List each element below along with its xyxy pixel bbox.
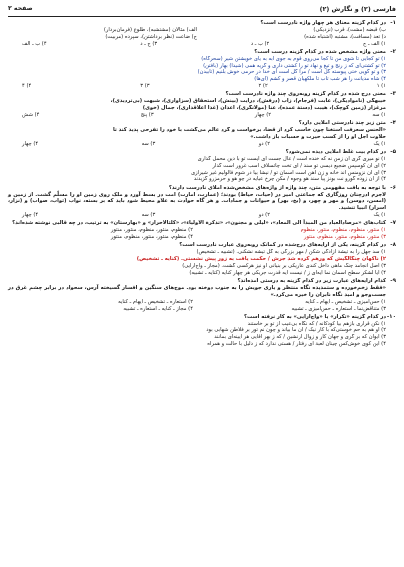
option-3[interactable]: ۳) پنج: [140, 111, 154, 118]
option-2[interactable]: ۲) ناکهان چنگالگیش که ورهم کرده شد جرش / حکمت یافت به زور پیش نشستی. (کنایه ـ تشخیص): [136, 256, 386, 263]
list-item: «الحنس سعرفت آستغنا چون خاسب کرد از قضا، برخواست و گرد عالم می‌گشت با خود را تفرحی پدید کند تا: [112, 127, 386, 134]
question-stem: کتاب‌های «مرصادالعباد من المبدأ الی المعاد»، «لیلی و مجنون»، «تذکرة الاولیاء»، «کلثالاحرار» و «بهارستان» به ترتیب، در چه قالبی نوشته شده‌اند؟: [12, 220, 386, 227]
option-4[interactable]: ۴) مجاز ـ کنایه ـ استعاره ـ تشبیه: [123, 305, 193, 312]
answer-options: [8, 141, 386, 148]
header-divider: [8, 16, 396, 17]
list-item: مرغزار (زمین کوچک)، هیبت (دستة عمده)، عنا (مولانگری)، اعدان (غذا اعلاقداری)، جمال (خوی): [142, 105, 386, 112]
option-1[interactable]: ۱) ۱: [376, 83, 386, 90]
option-1[interactable]: ۱) سه: [372, 111, 386, 118]
option-3[interactable]: ۳) متناقض‌نما ـ استعاره ـ حس‌آمیزی ـ تشبیه: [291, 305, 386, 312]
question-stem: در کدام گزینه، یکی از آرایه‌های درج‌شده در کمانک روبه‌روی عبارت نادرست است؟: [179, 242, 386, 249]
question-number: ۳-: [390, 91, 396, 98]
question-number: ۹-: [390, 278, 396, 285]
answer-options: [8, 227, 386, 241]
option-3[interactable]: ۳) اصل انجامد چنگ ماهی داخل کندی عاریکی بر بنیانی او نیز هرکسی گشت. (مجاز ـ واج‌آرایی): [182, 262, 386, 269]
list-item: خیبهگی (ناموادیگی)، عابت (فرجام)، زاب (درفش)، درایت (بینش)، استحقاق (سزاواری)، شبهت (بی‌تردیدی)،: [110, 98, 386, 105]
question-number: ۵-: [390, 149, 396, 156]
question-number: ۸-: [390, 242, 396, 249]
question-6: [8, 185, 396, 219]
option-2[interactable]: ۲) دو: [258, 212, 270, 219]
option-2[interactable]: ۲) او هم به حم خوستی‌که با کار نیک / آن ما بیاند و چون نم تور بر فلاطن شهابی بود: [206, 327, 386, 334]
option-2[interactable]: ۲) ب ـ د: [250, 40, 270, 47]
answer-options: [8, 212, 386, 219]
question-stem: در کدام گزینه معنای هر چهار واژه نادرست است؟: [260, 20, 386, 26]
question-2: [8, 49, 396, 90]
answer-options: [8, 112, 386, 119]
list-item: ۲) تو کشتی‌ای که ز رنج و تیغ و نهاد تو را کشتی داری و گریه همی (شیدا) بهار (بافتن): [203, 62, 386, 69]
question-5: [8, 149, 396, 183]
answer-options: [8, 299, 386, 313]
question-3: [8, 91, 396, 118]
answer-options: [8, 83, 386, 90]
option-2[interactable]: ۲) چهار: [254, 111, 272, 118]
question-7: [8, 220, 396, 241]
option-4[interactable]: ۴) منظوم، منثور، منثور، منظوم، منثور: [110, 234, 193, 241]
option-1[interactable]: ۱) یک: [373, 140, 386, 147]
question-stem: کدام آرایه‌های عبارت زیر در کدام گزینه به درستی آمده‌اند؟: [237, 278, 386, 285]
question-stem: معنی واژه مشخص شده در کدام گزینه درست است؟: [254, 48, 386, 55]
question-number: ۱۰-: [386, 313, 396, 320]
question-number: ۴-: [390, 120, 396, 127]
list-item: ۱) تو کجایی تا شوی من تا کجا می‌روی قوم به جوی آبه به یای خویشتن شیر (سحرگاه): [201, 55, 386, 62]
question-4: [8, 120, 396, 147]
question-number: ۱-: [390, 20, 396, 26]
word-group: د) تعد (مسافت)، مشتبه (اشتباه شده): [304, 33, 386, 40]
option-1[interactable]: ۱) نکن قراری بازهم بیا کودکانه / که نگاه بی‌عیب از تو بر خاستند: [247, 320, 386, 327]
question-9: [8, 278, 396, 312]
option-3[interactable]: ۳) سه: [141, 212, 156, 219]
option-4[interactable]: ۴) چهار: [22, 140, 39, 147]
option-4[interactable]: ۴) آیا لشکر سطح آسمان نما آیه‌ای ز / نیست آیه قدرت جریکی هر چهار کنایه (کنایه ـ تشبیه): [189, 269, 386, 276]
list-item[interactable]: ۳) ای آن نزومنس اند خانه و زن آهن است آسمان تو / نیشا بیا در شوم فالولیم غیر شیرازی: [191, 169, 386, 176]
list-item[interactable]: ۲) ای آن کوسپس ضجیع دیسی تو سند / ای تخت چاتسلاف اسب غرور است گذار: [212, 162, 386, 169]
question-8: [8, 242, 396, 276]
question-stem: در کدام گزینه «تکرار» یا «واج‌آرایی» به کار نرفته است؟: [244, 313, 386, 320]
word-group: ج) ضاعت (نظر برداشتن)، سپرده (مربیت): [105, 33, 197, 40]
option-3[interactable]: ۳) ۳: [140, 83, 150, 90]
question-stem: متن زیر چند نادرستی املایی دارد؟: [298, 120, 386, 127]
question-10: [8, 314, 396, 348]
word-pair-row: [8, 34, 386, 41]
question-stem: معنی درج شده در کدام گزینه روبه‌روی چند واژه نادرست است؟: [225, 91, 386, 98]
question-passage: «فقط زخم‌خورده و ستمدیده نگاه منتظر و یاری جویش را به جنوب دوخته بود. موج‌های سنگین و افسار گسیخته آرس، سحواد در برابر چشم غرق در جست‌وجو و امید نگاه نابران را خیره می‌کرد.»: [8, 284, 386, 298]
question-passage: لاجرم ادرچنان روزگاری که جماعتی امیر در (حیات، حیاط) بودند؛ (عمارت، امارت) امت در بسط آورد و ملک روی زمین او را مسلّم گشت. از زمین و (امسن، دوسن) و مهر و چهر، و (بخ، بهر) و حیوانات و جمادات. و هر گاه حوادث به علاو محیط شود باید که بر بسته، نواب (ثواب، صواب) و (نزار، اسرار) انبیا تنشید.: [8, 191, 386, 212]
option-1[interactable]: ۱) سد جهل را به تیشة آزادگی شکن / مهر بزرگی به گل تیشه نشکنی. (تشبیه ـ تشخیص): [196, 249, 386, 256]
option-3[interactable]: ۳) منثور، منظوم، منثور، منظوم، منثور: [303, 234, 386, 241]
word-group: الف) مثالان (مشتشبه)، طلوع (فرمان‌بردار): [103, 26, 197, 33]
option-2[interactable]: ۲) ۲: [258, 83, 268, 90]
option-1[interactable]: ۱) یک: [373, 212, 386, 219]
option-2[interactable]: ۲) استعاره ـ تشخیص ـ ایهام ـ کنایه: [118, 298, 193, 305]
page-header: [8, 4, 396, 14]
list-item: ۳) و تو گویی ختی پیوسته گل است / مرا گل است ای خدا در حرمی خوش بلنیم (تابیدن): [197, 69, 386, 76]
option-4[interactable]: ۴) ب ـ الف: [22, 40, 47, 47]
option-3[interactable]: ۳) ج ـ د: [140, 40, 158, 47]
option-3[interactable]: ۳) ایوان که بر گری و جهان کار و زوال آرنشین / که ز بهر آقایی هر آیینه‌ای بمانند: [214, 334, 386, 341]
list-item: ۴) شاه مدیانت را هر شب تاب تا ملکهیان قصر و کشم (آی‌ها): [254, 76, 386, 83]
question-number: ۷-: [390, 220, 396, 227]
option-2[interactable]: ۲) منظوم، منثور، منظوم، منثور، منثور: [110, 227, 193, 234]
option-4[interactable]: ۴) ۴: [22, 83, 32, 90]
word-group: ب) قبضه (مشت)، قرب (نزدیکی): [313, 26, 386, 33]
question-stem: در کدام بیت غلط املایی دیده نمی‌شود؟: [285, 149, 386, 156]
answer-options: [8, 41, 386, 48]
list-item[interactable]: ۱) نو میری گری‌ آن زمن نه که خنده است / عال جست ای ایست تو با دین محمل گذاری: [197, 155, 386, 162]
list-item[interactable]: ۴) از آن زوده گورو نت بونز پیا سند هو وجوه / مکن چرخ عیایه در چو هو و حرمزرو گزیدند: [193, 176, 386, 183]
exam-title: فارسی (۲) و نگارش (۲): [319, 4, 396, 13]
option-4[interactable]: ۴) چهار: [22, 212, 39, 219]
question-number: ۶-: [390, 184, 396, 191]
word-pair-row: [8, 27, 386, 34]
question-number: ۲-: [390, 48, 396, 55]
page-number: صفحه ۲: [8, 4, 33, 12]
option-2[interactable]: ۲) دو: [258, 140, 270, 147]
option-1[interactable]: ۱) منثور، منظوم، منظوم، منثور، منظوم: [300, 227, 386, 234]
list-item: حلاوت أجل او را از کسب حیرت و حسبات باز داشت.»: [250, 133, 386, 140]
question-1: [8, 20, 396, 47]
option-4[interactable]: ۴) شش: [22, 111, 40, 118]
option-4[interactable]: ۴) این کوی خوش‌کس چینان‌ لعبة ای رفتار / هستی ندارد که ز دلیل با حالت و همراه: [207, 341, 386, 348]
question-stem: با توجه به بافت مفهومی متن، چند واژه از واژه‌های مشخص‌شده املای نادرست دارند؟: [168, 184, 386, 191]
option-3[interactable]: ۳) سه: [141, 140, 156, 147]
option-1[interactable]: ۱) حس‌آمیزی ـ تشخیص ـ ایهام ـ کنایه: [305, 298, 386, 305]
option-1[interactable]: ۱) الف ـ ج: [362, 40, 386, 47]
